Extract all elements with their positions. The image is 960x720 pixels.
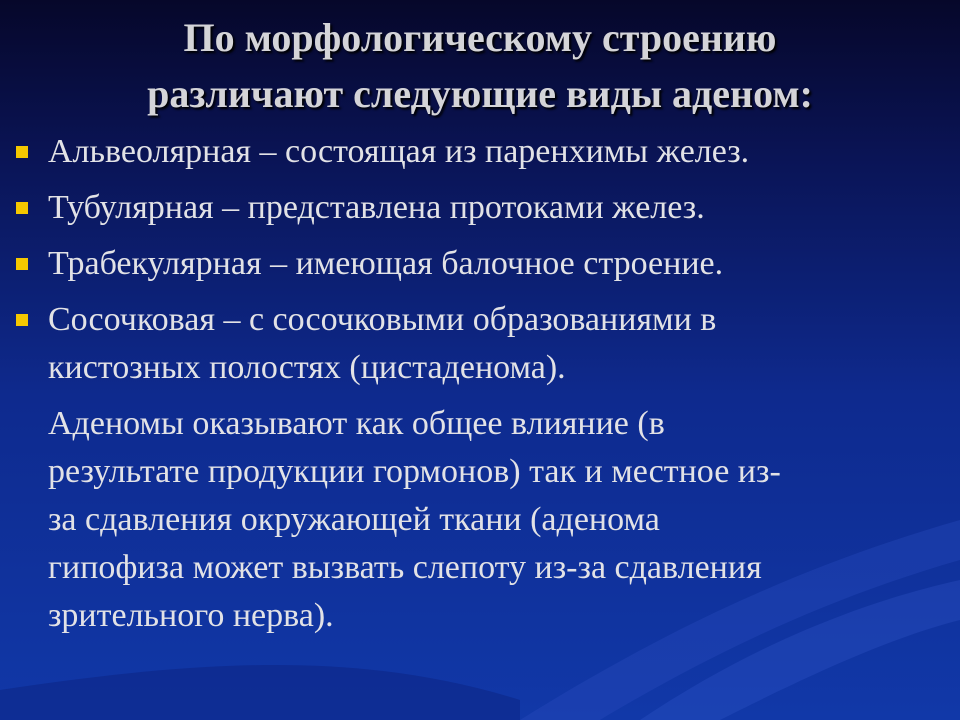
adenoma-effects-paragraph xyxy=(12,400,942,640)
bullet-item-papillary xyxy=(12,296,942,392)
paragraph-line: зрительного нерва). xyxy=(48,597,334,634)
paragraph-line: за сдавления окружающей ткани (аденома xyxy=(48,501,660,538)
square-bullet-icon xyxy=(16,314,28,326)
bullet-item-alveolar xyxy=(12,128,942,176)
paragraph-line: Аденомы оказывают как общее влияние (в xyxy=(48,405,665,442)
square-bullet-icon xyxy=(16,146,28,158)
slide-content xyxy=(12,128,942,640)
bullet-item-tubular xyxy=(12,184,942,232)
bullet-text-continued: кистозных полостях (цистаденома). xyxy=(48,349,566,386)
square-bullet-icon xyxy=(16,258,28,270)
slide-title-line-1: По морфологическому строению xyxy=(183,15,777,60)
slide-title-line-2: различают следующие виды аденом: xyxy=(147,71,813,116)
bullet-text: Сосочковая – с сосочковыми образованиями в xyxy=(48,301,717,338)
square-bullet-icon xyxy=(16,202,28,214)
bullet-item-trabecular xyxy=(12,240,942,288)
slide-title xyxy=(40,10,920,122)
bullet-text: Альвеолярная – состоящая из паренхимы желез. xyxy=(48,133,750,170)
bullet-text: Тубулярная – представлена протоками желез. xyxy=(48,189,705,226)
paragraph-line: гипофиза может вызвать слепоту из-за сдавления xyxy=(48,549,762,586)
bullet-text: Трабекулярная – имеющая балочное строение. xyxy=(48,245,724,282)
paragraph-line: результате продукции гормонов) так и местное из- xyxy=(48,453,781,490)
